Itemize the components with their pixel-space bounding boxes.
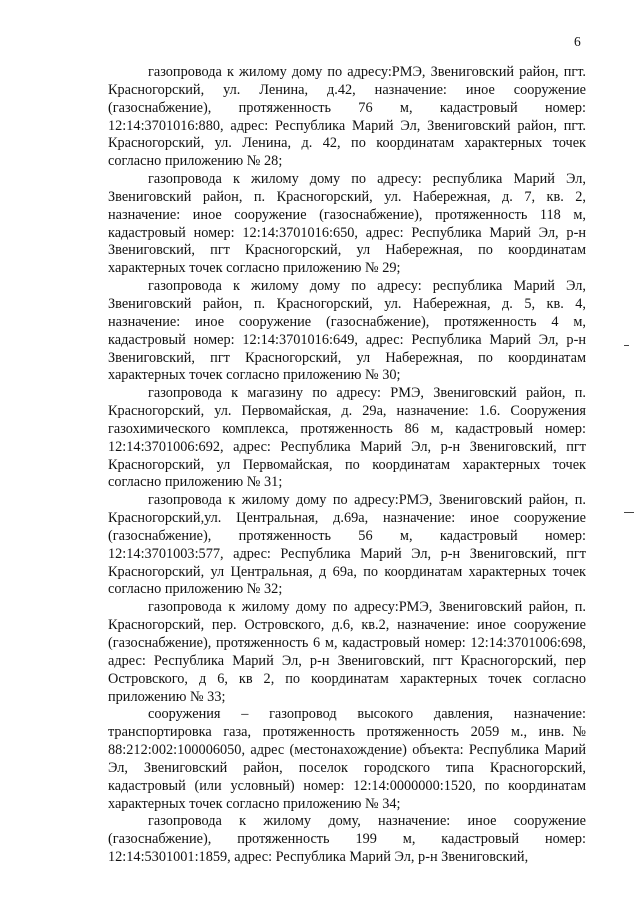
- paragraph-1: газопровода к жилому дому по адресу:РМЭ, Звениговский район, пгт. Красногорский, ул. Ленина, д.42, назначение: иное сооружение (газоснабжение), протяженность 76 м, кадастровый номер: 12:14:3701016:880, адрес: Республика Марий Эл, Звениговский район, пгт. Красногорский, ул. Ленина, д. 42, по координатам характерных точек согласно приложению № 28;: [108, 64, 586, 170]
- scan-mark-right-2: [624, 512, 634, 513]
- paragraph-5: газопровода к жилому дому по адресу:РМЭ, Звениговский район, п. Красногорский,ул. Центральная, д.69а, назначение: иное сооружение (газоснабжение), протяженность 56 м, кадастровый номер: 12:14:3701003:577, адрес: Республика Марий Эл, р-н Звениговский, пгт Красногорский, ул Центральная, д 69а, по координатам характерных точек согласно приложению № 32;: [108, 492, 586, 598]
- document-body: [108, 64, 586, 867]
- scan-mark-right-1: [624, 345, 629, 346]
- paragraph-6: газопровода к жилому дому по адресу:РМЭ, Звениговский район, п. Красногорский, пер. Островского, д.6, кв.2, назначение: иное сооружение (газоснабжение), протяженность 6 м, кадастровый номер: 12:14:3701006:698, адрес: Республика Марий Эл, р-н Звениговский, пгт Красногорский, пер Островского, д 6, кв 2, по координатам характерных точек согласно приложению № 33;: [108, 599, 586, 705]
- paragraph-3: газопровода к жилому дому по адресу: республика Марий Эл, Звениговский район, п. Красногорский, ул. Набережная, д. 5, кв. 4, назначение: иное сооружение (газоснабжение), протяженность 4 м, кадастровый номер: 12:14:3701016:649, адрес: Республика Марий Эл, р-н Звениговский, пгт Красногорский, ул Набережная, по координатам характерных точек согласно приложению № 30;: [108, 278, 586, 384]
- paragraph-2: газопровода к жилому дому по адресу: республика Марий Эл, Звениговский район, п. Красногорский, ул. Набережная, д. 7, кв. 2, назначение: иное сооружение (газоснабжение), протяженность 118 м, кадастровый номер: 12:14:3701016:650, адрес: Республика Марий Эл, р-н Звениговский, пгт Красногорский, ул Набережная, по координатам характерных точек согласно приложению № 29;: [108, 171, 586, 277]
- paragraph-8: газопровода к жилому дому, назначение: иное сооружение (газоснабжение), протяженность 199 м, кадастровый номер: 12:14:5301001:1859, адрес: Республика Марий Эл, р-н Звениговский,: [108, 813, 586, 866]
- page-number: 6: [574, 34, 581, 49]
- paragraph-7: сооружения – газопровод высокого давления, назначение: транспортировка газа, протяженность протяженность 2059 м., инв.№ 88:212:002:100006050, адрес (местонахождение) объекта: Республика Марий Эл, Звениговский район, поселок городского типа Красногорский, кадастровый (или условный) номер: 12:14:0000000:1520, по координатам характерных точек согласно приложению № 34;: [108, 706, 586, 812]
- paragraph-4: газопровода к магазину по адресу: РМЭ, Звениговский район, п. Красногорский, ул. Первомайская, д. 29а, назначение: 1.6. Сооружения газохимического комплекса, протяженность 86 м, кадастровый номер: 12:14:3701006:692, адрес: Республика Марий Эл, р-н Звениговский, пгт Красногорский, ул Первомайская, по координатам характерных точек согласно приложению № 31;: [108, 385, 586, 491]
